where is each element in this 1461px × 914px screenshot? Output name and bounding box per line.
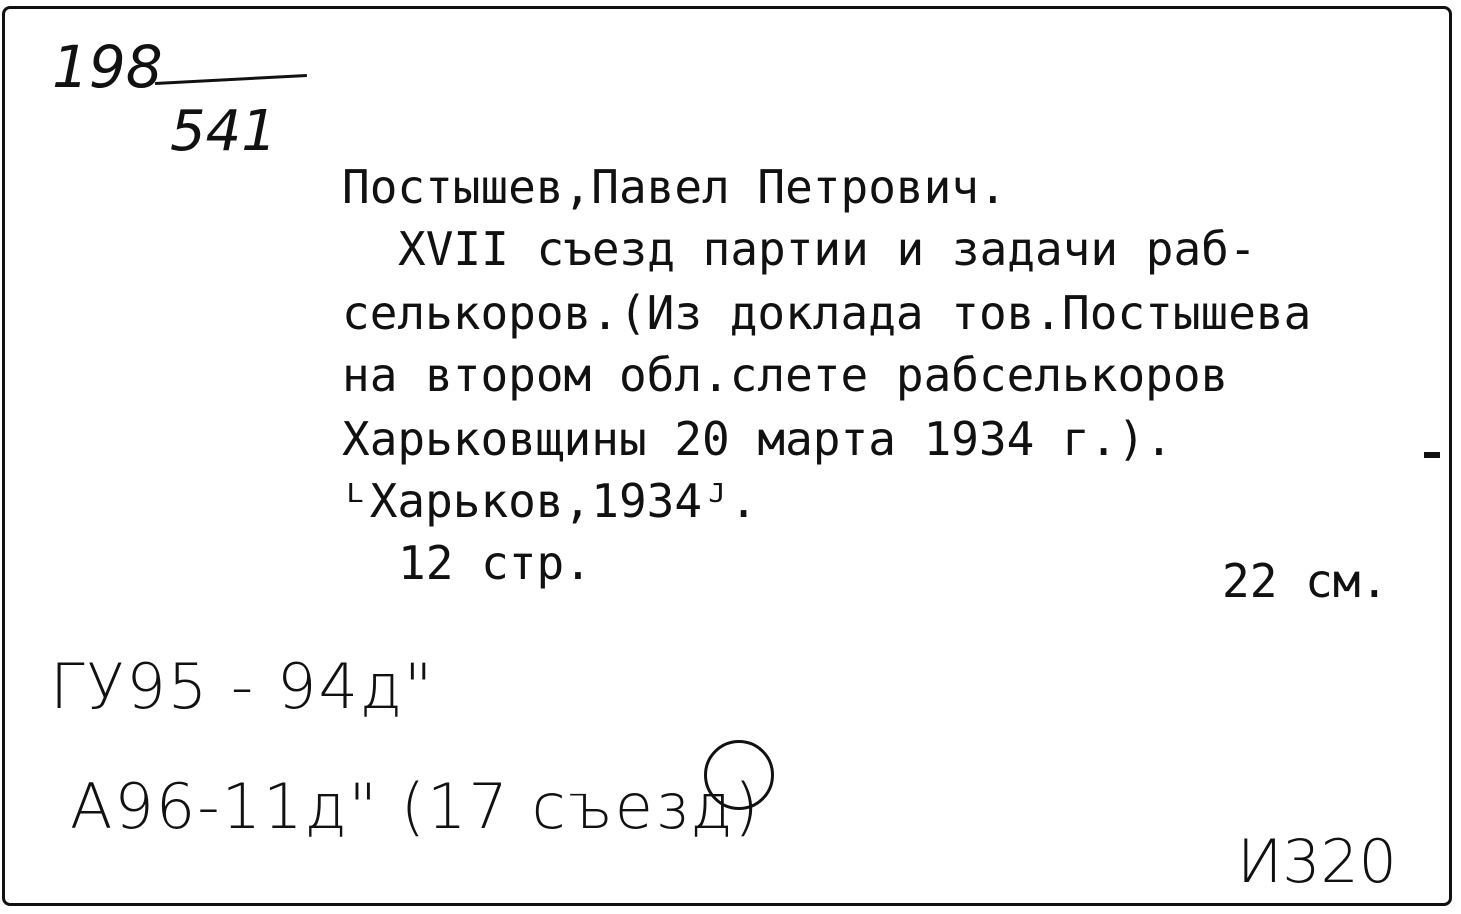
- pages-count: 12 стр.: [398, 536, 592, 590]
- handwritten-circle-mark: [704, 740, 774, 810]
- title-line-4: Харьковщины 20 марта 1934 г.).: [342, 412, 1173, 466]
- title-line-2: селькоров.(Из доклада тов.Постышева: [342, 286, 1312, 340]
- title-line-1: XVII съезд партии и задачи раб-: [398, 222, 1257, 276]
- margin-dash: [1424, 452, 1440, 458]
- title-line-3: на втором обл.слете рабселькоров: [342, 348, 1229, 402]
- author-heading: Постышев,Павел Петрович.: [342, 160, 1007, 214]
- shelf-mark-bottom: 541: [170, 99, 277, 164]
- inventory-number: И320: [1237, 827, 1397, 897]
- imprint-line: ᴸХарьков,1934ᴶ.: [342, 474, 758, 528]
- book-size: 22 см.: [1222, 554, 1389, 608]
- handwritten-code-2: А96-11д" (17 съезд): [70, 770, 761, 843]
- handwritten-code-1: ГУ95 - 94д": [50, 650, 435, 723]
- shelf-mark-top: 198: [52, 33, 163, 101]
